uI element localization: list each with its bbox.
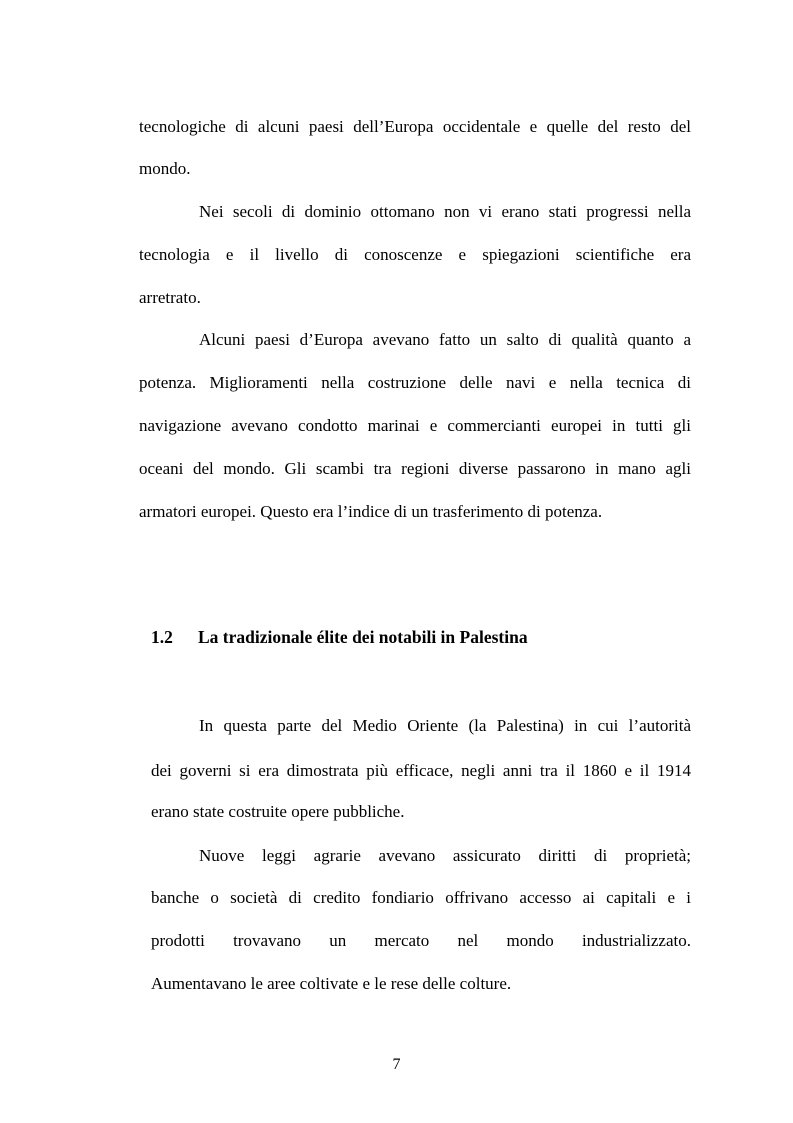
text-line: dei governi si era dimostrata più efficace, negli anni tra il 1860 e il 1914 [151, 761, 691, 780]
text-line: navigazione avevano condotto marinai e commercianti europei in tutti gli [139, 416, 691, 435]
section-number: 1.2 [151, 627, 173, 647]
text-line: armatori europei. Questo era l’indice di un trasferimento di potenza. [139, 502, 603, 521]
text-line: In questa parte del Medio Oriente (la Palestina) in cui l’autorità [199, 716, 691, 735]
text-line: tecnologiche di alcuni paesi dell’Europa occidentale e quelle del resto del [139, 117, 691, 136]
text-line: Nuove leggi agrarie avevano assicurato diritti di proprietà; [199, 846, 691, 865]
text-line: tecnologia e il livello di conoscenze e spiegazioni scientifiche era [139, 245, 691, 264]
page-number: 7 [392, 1056, 401, 1073]
text-line: Nei secoli di dominio ottomano non vi erano stati progressi nella [199, 202, 691, 221]
text-line: potenza. Miglioramenti nella costruzione delle navi e nella tecnica di [139, 373, 691, 392]
text-line: prodotti trovavano un mercato nel mondo industrializzato. [151, 931, 691, 950]
text-line: Alcuni paesi d’Europa avevano fatto un salto di qualità quanto a [199, 330, 691, 349]
text-line: arretrato. [139, 288, 201, 307]
section-title: La tradizionale élite dei notabili in Palestina [198, 627, 528, 647]
text-line: Aumentavano le aree coltivate e le rese delle colture. [151, 974, 512, 993]
section-heading [151, 627, 528, 648]
text-line: banche o società di credito fondiario offrivano accesso ai capitali e i [151, 888, 691, 907]
text-line: mondo. [139, 159, 191, 178]
text-line: erano state costruite opere pubbliche. [151, 802, 405, 821]
text-line: oceani del mondo. Gli scambi tra regioni diverse passarono in mano agli [139, 459, 691, 478]
